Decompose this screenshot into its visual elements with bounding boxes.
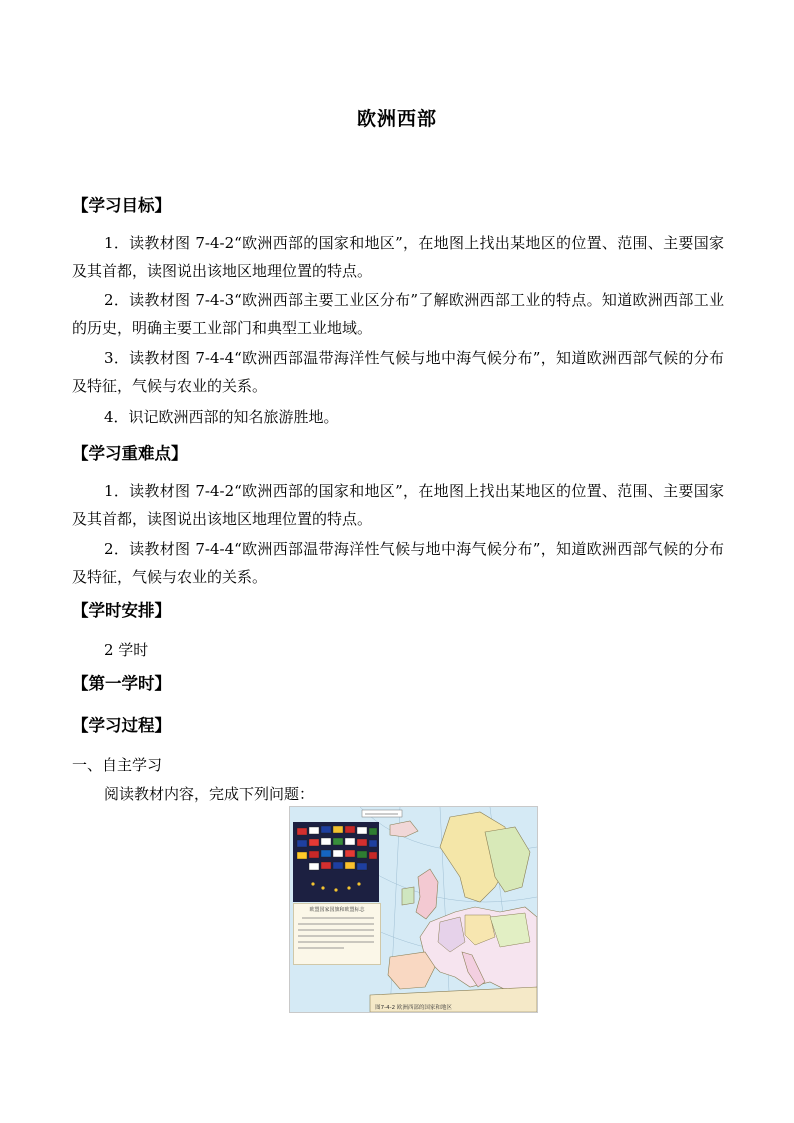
eu-flags-panel	[293, 822, 379, 902]
process-heading: 【学习过程】	[72, 716, 171, 735]
eu-caption-box	[293, 903, 381, 965]
eu-flags-image	[293, 822, 379, 902]
goal-item-4: 4．识记欧洲西部的知名旅游胜地。	[104, 408, 339, 426]
goal-item-2: 2．读教材图 7-4-3“欧洲西部主要工业区分布”了解欧洲西部工业的特点。知道欧洲西部工业的历史，明确主要工业部门和典型工业地域。	[72, 291, 724, 337]
page-title: 欧洲西部	[356, 108, 437, 130]
key-point-2: 2．读教材图 7-4-4“欧洲西部温带海洋性气候与地中海气候分布”，知道欧洲西部气候的分布及特征，气候与农业的关系。	[72, 540, 724, 586]
lesson-heading: 【第一学时】	[72, 674, 171, 693]
eu-caption-text-lines	[294, 914, 380, 964]
self-study-heading: 一、自主学习	[72, 756, 163, 774]
goals-heading: 【学习目标】	[72, 196, 171, 215]
instruction-text: 阅读教材内容，完成下列问题：	[104, 785, 315, 803]
schedule-heading: 【学时安排】	[72, 601, 171, 620]
key-points-heading: 【学习重难点】	[72, 444, 188, 463]
goal-item-1: 1．读教材图 7-4-2“欧洲西部的国家和地区”，在地图上找出某地区的位置、范围、主要国家及其首都，读图说出该地区地理位置的特点。	[72, 234, 724, 280]
schedule-text: 2 学时	[104, 641, 149, 659]
figure-caption: 图7-4-2 欧洲西部的国家和地区	[375, 1005, 452, 1011]
goal-item-3: 3．读教材图 7-4-4“欧洲西部温带海洋性气候与地中海气候分布”，知道欧洲西部气候的分布及特征，气候与农业的关系。	[72, 349, 724, 395]
key-point-1: 1．读教材图 7-4-2“欧洲西部的国家和地区”，在地图上找出某地区的位置、范围、主要国家及其首都，读图说出该地区地理位置的特点。	[72, 482, 724, 528]
europe-map-figure	[289, 806, 538, 1013]
eu-caption-title: 欧盟国家国旗和欧盟标志	[309, 907, 365, 913]
